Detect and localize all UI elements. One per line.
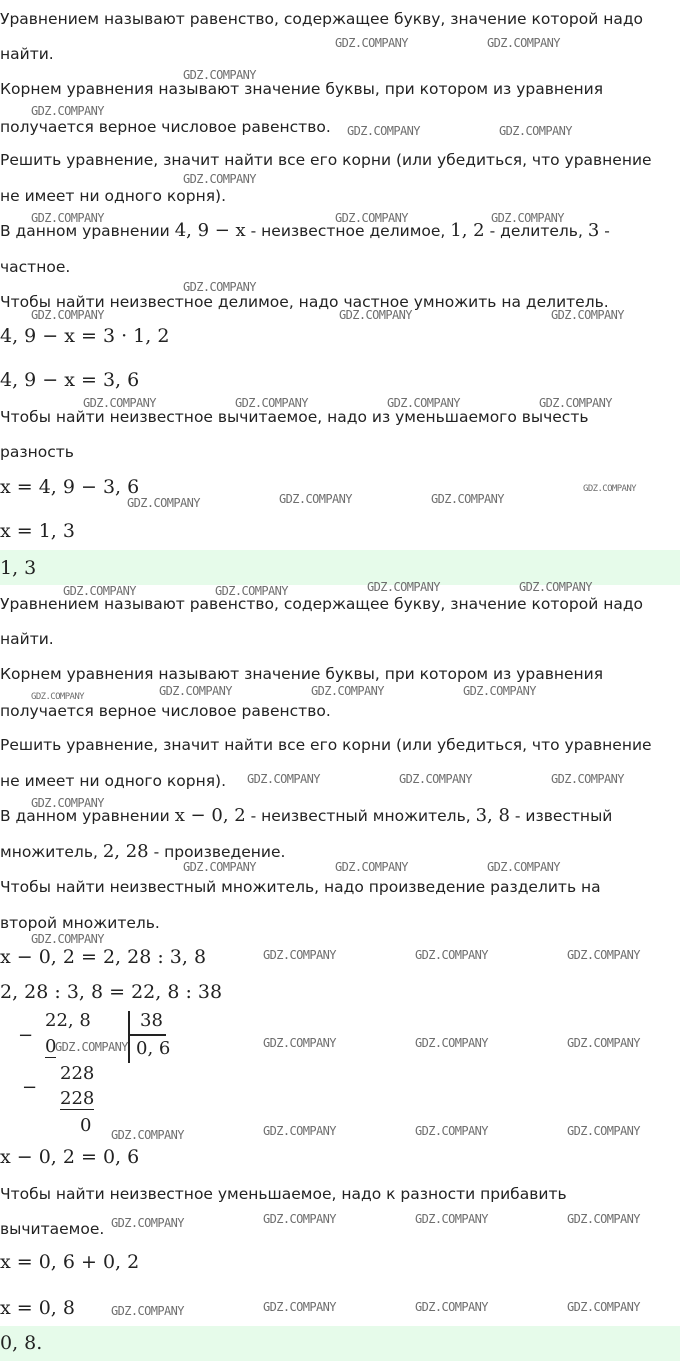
definition-line-2: найти. — [0, 630, 54, 648]
given-line-2-suffix: - произведение. — [153, 843, 286, 861]
division-bar-horizontal — [130, 1034, 166, 1036]
watermark: GDZ.COMPANY — [111, 1304, 184, 1318]
watermark: GDZ.COMPANY — [415, 1212, 488, 1226]
solve-definition-line-2: не имеет ни одного корня). — [0, 772, 227, 790]
watermark: GDZ.COMPANY — [463, 684, 536, 698]
equation-4: x = 0, 6 + 0, 2 — [0, 1251, 140, 1273]
watermark: GDZ.COMPANY — [55, 1040, 128, 1054]
watermark: GDZ.COMPANY — [567, 1124, 640, 1138]
given-prefix: В данном уравнении — [0, 222, 170, 240]
watermark: GDZ.COMPANY — [551, 772, 624, 786]
division-bar-vertical — [128, 1011, 130, 1063]
division-dividend: 22, 8 — [45, 1010, 91, 1031]
division-divisor: 38 — [140, 1010, 163, 1031]
watermark: GDZ.COMPANY — [183, 68, 256, 82]
math-product: 2, 28 — [102, 841, 149, 862]
given-line-2: частное. — [0, 258, 71, 276]
root-definition-line-2: получается верное числовое равенство. — [0, 702, 331, 720]
watermark: GDZ.COMPANY — [235, 396, 308, 410]
rule-2-line-1: Чтобы найти неизвестное уменьшаемое, надо к разности прибавить — [0, 1185, 567, 1203]
rule-1-line-2: второй множитель. — [0, 914, 160, 932]
rule-1: Чтобы найти неизвестное делимое, надо частное умножить на делитель. — [0, 293, 609, 311]
equation-5: x = 0, 8 — [0, 1297, 75, 1319]
equation-4: x = 1, 3 — [0, 520, 75, 542]
watermark: GDZ.COMPANY — [263, 1124, 336, 1138]
division-minus-1: − — [18, 1025, 34, 1046]
definition-line-1: Уравнением называют равенство, содержащее букву, значение которой надо — [0, 595, 644, 613]
watermark: GDZ.COMPANY — [367, 580, 440, 594]
given-mid-1: - неизвестный множитель, — [250, 807, 471, 825]
watermark: GDZ.COMPANY — [111, 1216, 184, 1230]
watermark: GDZ.COMPANY — [415, 1036, 488, 1050]
solve-definition-line-2: не имеет ни одного корня). — [0, 187, 227, 205]
watermark: GDZ.COMPANY — [183, 280, 256, 294]
watermark: GDZ.COMPANY — [335, 860, 408, 874]
equation-2: 2, 28 : 3, 8 = 22, 8 : 38 — [0, 981, 223, 1003]
given-mid-2: - делитель, — [489, 222, 583, 240]
watermark: GDZ.COMPANY — [279, 492, 352, 506]
answer-band-2 — [0, 1326, 680, 1361]
equation-2: 4, 9 − x = 3, 6 — [0, 369, 140, 391]
watermark: GDZ.COMPANY — [499, 124, 572, 138]
rule-2-line-2: разность — [0, 443, 74, 461]
rule-2-line-2: вычитаемое. — [0, 1220, 105, 1238]
watermark: GDZ.COMPANY — [31, 692, 85, 702]
watermark: GDZ.COMPANY — [539, 396, 612, 410]
given-line-2-prefix: множитель, — [0, 843, 98, 861]
watermark: GDZ.COMPANY — [31, 932, 104, 946]
watermark: GDZ.COMPANY — [111, 1128, 184, 1142]
watermark: GDZ.COMPANY — [263, 948, 336, 962]
watermark: GDZ.COMPANY — [567, 1036, 640, 1050]
watermark: GDZ.COMPANY — [551, 308, 624, 322]
equation-1: x − 0, 2 = 2, 28 : 3, 8 — [0, 946, 207, 968]
watermark: GDZ.COMPANY — [31, 308, 104, 322]
definition-line-2: найти. — [0, 45, 54, 63]
watermark: GDZ.COMPANY — [487, 860, 560, 874]
given-suffix: - — [604, 222, 610, 240]
watermark: GDZ.COMPANY — [31, 104, 104, 118]
watermark: GDZ.COMPANY — [83, 396, 156, 410]
watermark: GDZ.COMPANY — [567, 1212, 640, 1226]
rule-2-line-1: Чтобы найти неизвестное вычитаемое, надо из уменьшаемого вычесть — [0, 408, 589, 426]
math-known-factor: 3, 8 — [475, 805, 510, 826]
division-quotient: 0, 6 — [136, 1038, 171, 1059]
watermark: GDZ.COMPANY — [399, 772, 472, 786]
given-prefix: В данном уравнении — [0, 807, 170, 825]
watermark: GDZ.COMPANY — [31, 796, 104, 810]
watermark: GDZ.COMPANY — [491, 211, 564, 225]
solve-definition-line-1: Решить уравнение, значит найти все его корни (или убедиться, что уравнение — [0, 736, 652, 754]
watermark: GDZ.COMPANY — [519, 580, 592, 594]
definition-line-1: Уравнением называют равенство, содержащее букву, значение которой надо — [0, 10, 644, 28]
math-dividend: 4, 9 − x — [174, 220, 246, 241]
division-subtract-2: 228 — [60, 1088, 95, 1109]
watermark: GDZ.COMPANY — [263, 1212, 336, 1226]
watermark: GDZ.COMPANY — [487, 36, 560, 50]
answer-2: 0, 8. — [0, 1332, 43, 1354]
math-divisor: 1, 2 — [450, 220, 485, 241]
watermark: GDZ.COMPANY — [215, 584, 288, 598]
watermark: GDZ.COMPANY — [387, 396, 460, 410]
watermark: GDZ.COMPANY — [183, 172, 256, 186]
division-final: 0 — [80, 1115, 92, 1136]
equation-3: x = 4, 9 − 3, 6 — [0, 476, 140, 498]
watermark: GDZ.COMPANY — [431, 492, 504, 506]
watermark: GDZ.COMPANY — [311, 684, 384, 698]
given-suffix: - известный — [514, 807, 613, 825]
answer-1: 1, 3 — [0, 557, 37, 579]
watermark: GDZ.COMPANY — [31, 211, 104, 225]
watermark: GDZ.COMPANY — [415, 948, 488, 962]
watermark: GDZ.COMPANY — [347, 124, 420, 138]
watermark: GDZ.COMPANY — [415, 1124, 488, 1138]
watermark: GDZ.COMPANY — [247, 772, 320, 786]
watermark: GDZ.COMPANY — [335, 211, 408, 225]
rule-1-line-1: Чтобы найти неизвестный множитель, надо произведение разделить на — [0, 878, 601, 896]
given-line-2 — [0, 843, 680, 861]
given-mid-1: - неизвестное делимое, — [250, 222, 446, 240]
watermark: GDZ.COMPANY — [127, 496, 200, 510]
equation-1: 4, 9 − x = 3 · 1, 2 — [0, 325, 170, 347]
division-subtract-1: 0 — [45, 1036, 57, 1057]
root-definition-line-2: получается верное числовое равенство. — [0, 118, 331, 136]
watermark: GDZ.COMPANY — [567, 948, 640, 962]
solve-definition-line-1: Решить уравнение, значит найти все его корни (или убедиться, что уравнение — [0, 151, 652, 169]
division-minus-2: − — [22, 1077, 38, 1098]
watermark: GDZ.COMPANY — [567, 1300, 640, 1314]
watermark: GDZ.COMPANY — [159, 684, 232, 698]
equation-3: x − 0, 2 = 0, 6 — [0, 1146, 140, 1168]
watermark: GDZ.COMPANY — [63, 584, 136, 598]
watermark: GDZ.COMPANY — [263, 1036, 336, 1050]
watermark: GDZ.COMPANY — [415, 1300, 488, 1314]
division-remainder: 228 — [60, 1063, 95, 1084]
math-unknown-factor: x − 0, 2 — [174, 805, 246, 826]
watermark: GDZ.COMPANY — [263, 1300, 336, 1314]
watermark: GDZ.COMPANY — [335, 36, 408, 50]
watermark: GDZ.COMPANY — [583, 484, 637, 494]
root-definition-line-1: Корнем уравнения называют значение буквы, при котором из уравнения — [0, 665, 604, 683]
watermark: GDZ.COMPANY — [183, 860, 256, 874]
watermark: GDZ.COMPANY — [339, 308, 412, 322]
root-definition-line-1: Корнем уравнения называют значение буквы, при котором из уравнения — [0, 80, 604, 98]
math-quotient: 3 — [587, 220, 600, 241]
